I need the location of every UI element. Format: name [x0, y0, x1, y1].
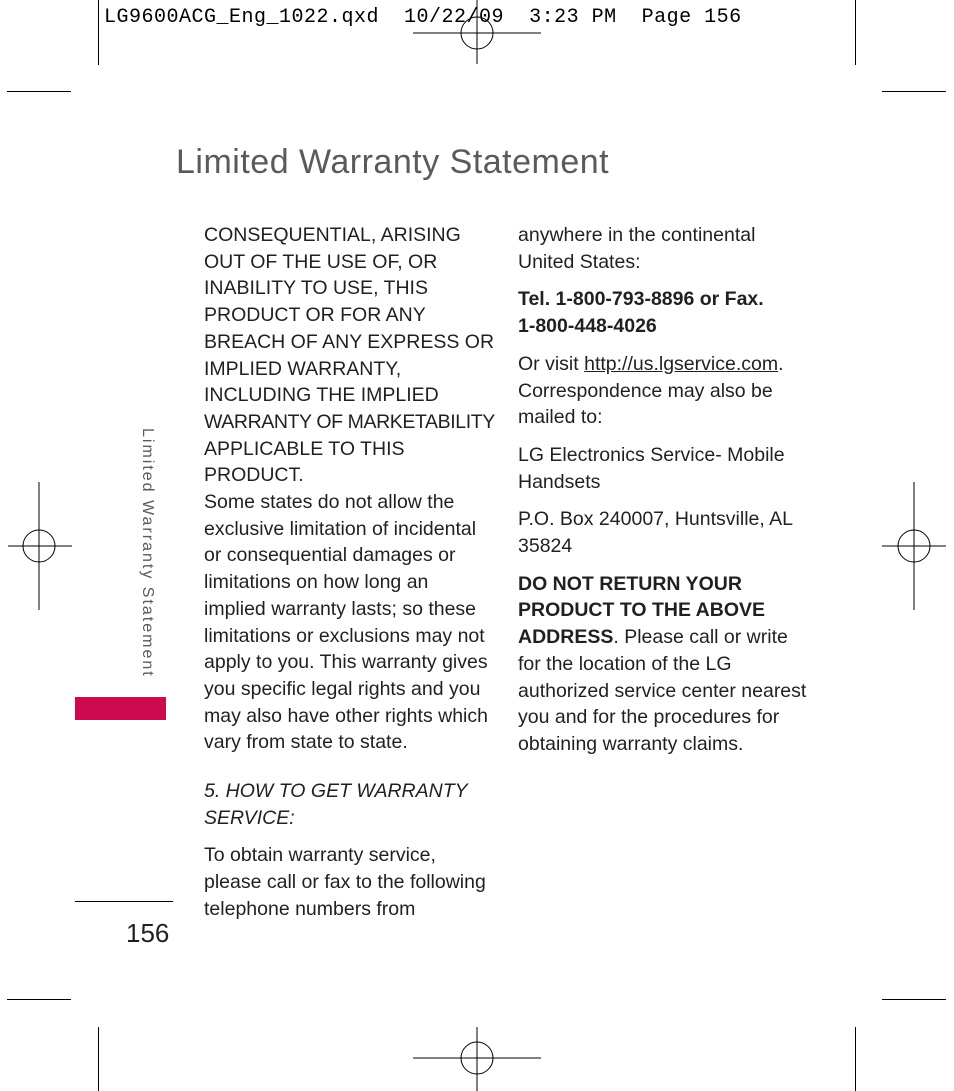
visit-paragraph [518, 351, 803, 431]
text-line: United States: [518, 250, 641, 273]
service-name [518, 442, 803, 495]
obtain-paragraph [204, 842, 489, 922]
text-line: for the location of the LG [518, 652, 732, 675]
text-line: mailed to: [518, 406, 603, 429]
text-line: CONSEQUENTIAL, ARISING [204, 224, 461, 246]
text-line: you specific legal rights and you [204, 677, 481, 700]
text-line [518, 624, 803, 651]
text-line: APPLICABLE TO THIS [204, 437, 405, 460]
left-column [204, 222, 495, 923]
page-number-rule [75, 901, 173, 902]
text-line: exclusive limitation of incidental [204, 517, 477, 540]
crop-mark [7, 91, 71, 92]
text-line: Tel. 1-800-793-8896 or Fax. [518, 288, 764, 311]
text-line: PRODUCT TO THE ABOVE [518, 599, 766, 622]
text-line: telephone numbers from [204, 897, 416, 920]
text-line: INABILITY TO USE, THIS [204, 277, 428, 300]
text-line: DO NOT RETURN YOUR [518, 572, 742, 595]
crop-mark [855, 1027, 856, 1091]
states-paragraph [204, 489, 489, 756]
text-line: P.O. Box 240007, Huntsville, AL [518, 508, 793, 531]
registration-mark-icon [413, 1027, 541, 1091]
text-line: please call or fax to the following [204, 871, 486, 894]
text-line: To obtain warranty service, [204, 844, 436, 867]
text-line: SERVICE: [204, 806, 295, 829]
registration-mark-icon [413, 0, 541, 64]
service-website-link[interactable]: http://us.lgservice.com [584, 352, 779, 375]
po-box-address [518, 506, 803, 559]
text-line: WARRANTY OF MARKETABILITY [204, 410, 495, 433]
text-line [518, 351, 803, 378]
crop-mark [98, 0, 99, 65]
page-number: 156 [126, 918, 170, 948]
text-line: 35824 [518, 535, 573, 558]
text-line: 5. HOW TO GET WARRANTY [204, 780, 468, 803]
text-line: 1-800-448-4026 [518, 315, 657, 338]
text-line: you and for the procedures for [518, 706, 780, 729]
crop-mark [7, 999, 71, 1000]
text-line: INCLUDING THE IMPLIED [204, 384, 439, 407]
text-line: limitations on how long an [204, 571, 429, 594]
text-line: vary from state to state. [204, 731, 408, 754]
do-not-return-paragraph [518, 571, 807, 758]
visit-prefix: Or visit [518, 352, 585, 375]
text-line: implied warranty lasts; so these [204, 597, 477, 620]
text-line: Some states do not allow the [204, 491, 455, 514]
section-heading [204, 778, 489, 831]
crop-mark [882, 91, 946, 92]
crop-mark [98, 1027, 99, 1091]
text-line: may also have other rights which [204, 704, 488, 727]
side-tab-label: Limited Warranty Statement [139, 428, 156, 678]
continental-paragraph [518, 222, 803, 275]
text-line: OUT OF THE USE OF, OR [204, 250, 438, 273]
text-line: obtaining warranty claims. [518, 732, 744, 755]
bold-text: ADDRESS [518, 626, 614, 649]
text-line: limitations or exclusions may not [204, 624, 485, 647]
text-line: PRODUCT. [204, 464, 304, 487]
text-line: BREACH OF ANY EXPRESS OR [204, 330, 495, 353]
text-line: authorized service center nearest [518, 679, 807, 702]
crop-mark [855, 0, 856, 65]
visit-suffix: . [778, 352, 784, 375]
registration-mark-icon [8, 482, 72, 610]
text-line: apply to you. This warranty gives [204, 651, 488, 674]
text-line: anywhere in the continental [518, 224, 756, 246]
phone-fax [518, 286, 803, 339]
text-line: PRODUCT OR FOR ANY [204, 304, 426, 327]
text-line: LG Electronics Service- Mobile [518, 443, 785, 466]
page-title: Limited Warranty Statement [176, 143, 610, 181]
print-slug: LG9600ACG_Eng_1022.qxd 10/22/09 3:23 PM Page 156 [104, 6, 742, 29]
text-line: or consequential damages or [204, 544, 456, 567]
registration-mark-icon [882, 482, 946, 610]
text-line: Correspondence may also be [518, 379, 773, 402]
text-line: Handsets [518, 470, 601, 493]
right-column [518, 222, 807, 758]
section-tab-marker [75, 697, 166, 720]
plain-text: . Please call or write [613, 626, 788, 649]
text-line: IMPLIED WARRANTY, [204, 357, 402, 380]
crop-mark [882, 999, 946, 1000]
caps-disclaimer [204, 222, 495, 489]
